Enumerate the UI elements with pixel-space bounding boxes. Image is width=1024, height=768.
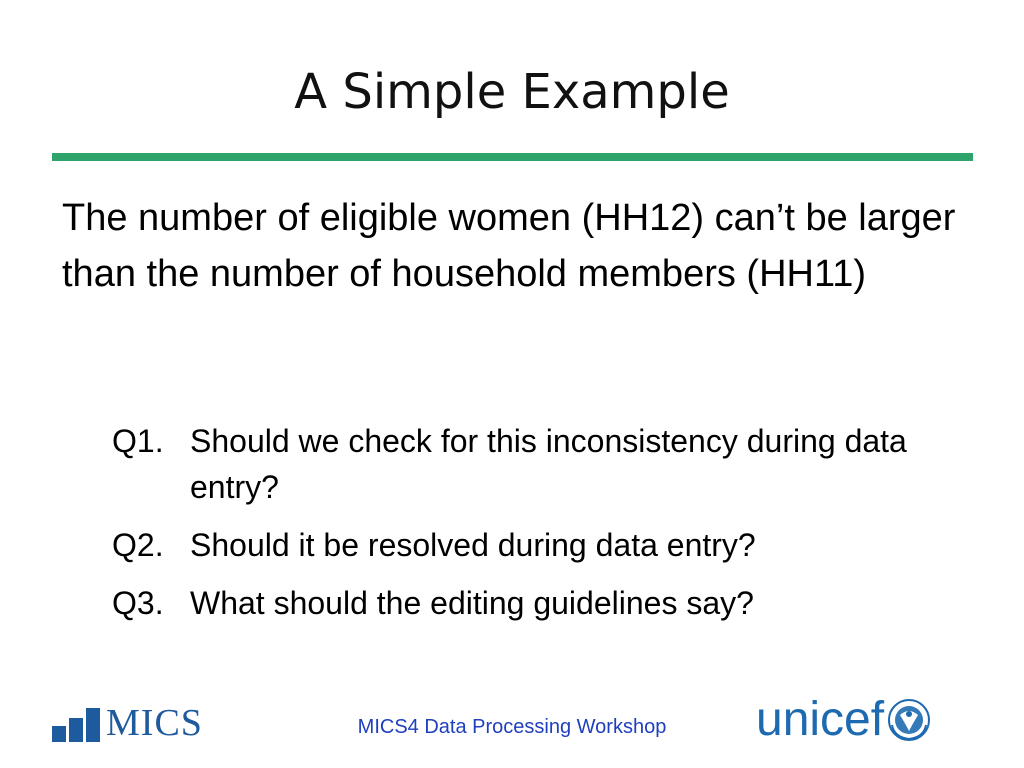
question-item bbox=[112, 580, 972, 626]
question-number: Q3. bbox=[112, 585, 164, 621]
question-text: Should we check for this inconsistency during data entry? bbox=[190, 423, 907, 505]
question-item bbox=[112, 522, 972, 568]
title-divider bbox=[52, 153, 973, 161]
question-number: Q1. bbox=[112, 423, 164, 459]
question-list bbox=[112, 418, 972, 638]
slide-title: A Simple Example bbox=[294, 64, 730, 120]
footer-title: MICS4 Data Processing Workshop bbox=[357, 716, 667, 738]
intro-paragraph: The number of eligible women (HH12) can’t be larger than the number of household members (HH11) bbox=[62, 197, 956, 295]
unicef-logo bbox=[756, 694, 932, 746]
question-number: Q2. bbox=[112, 527, 164, 563]
mics-logo-text: MICS bbox=[106, 702, 203, 744]
unicef-emblem-icon bbox=[886, 697, 932, 743]
unicef-logo-text: unicef bbox=[756, 693, 885, 746]
question-item bbox=[112, 418, 972, 510]
question-text: What should the editing guidelines say? bbox=[190, 585, 754, 621]
question-text: Should it be resolved during data entry? bbox=[190, 527, 756, 563]
